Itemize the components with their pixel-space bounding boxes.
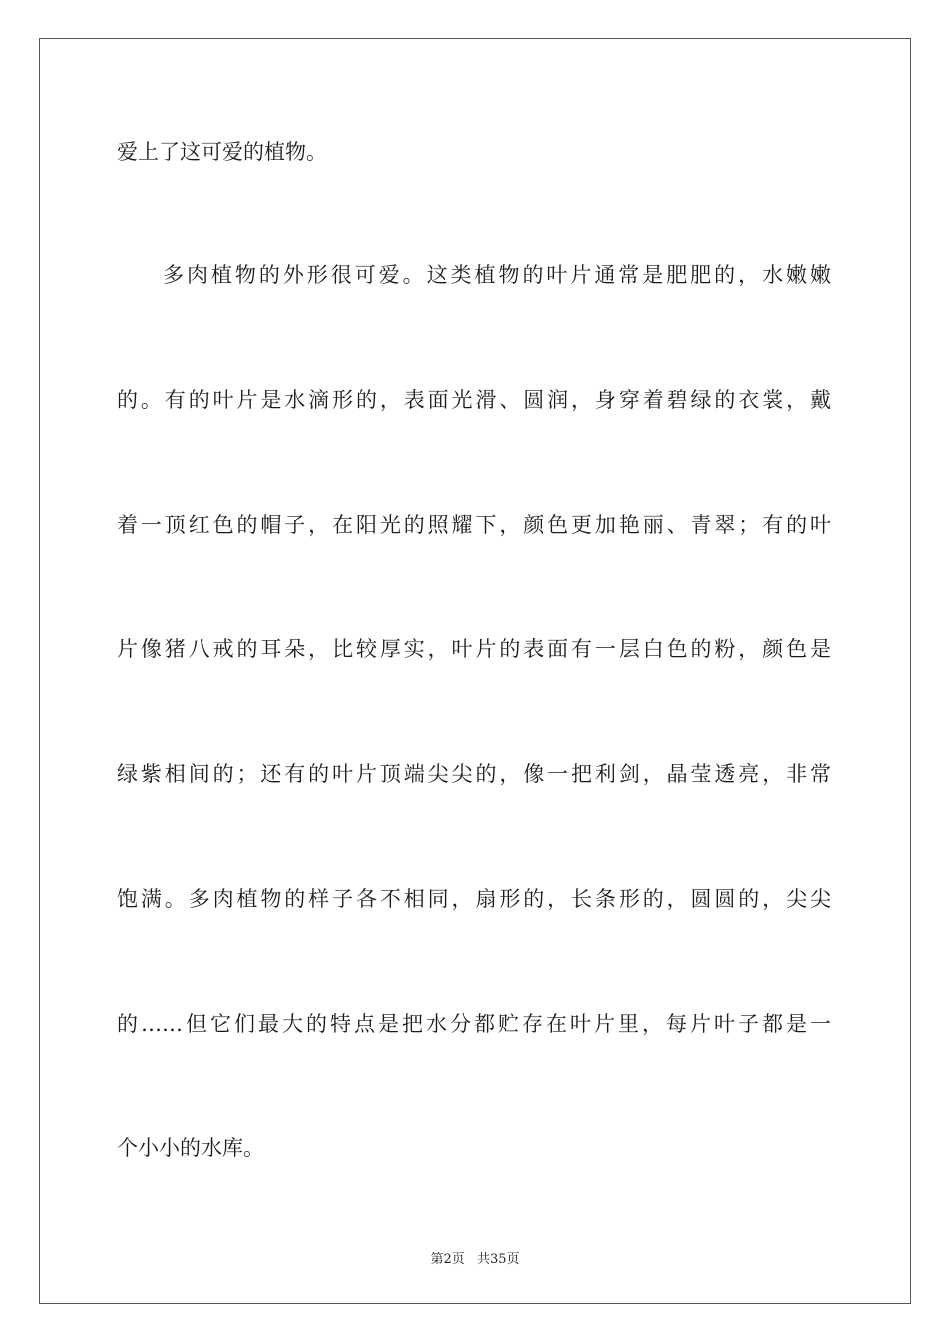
page-border	[39, 38, 911, 1304]
text-line-8: 的……但它们最大的特点是把水分都贮存在叶片里，每片叶子都是一	[117, 1012, 831, 1036]
text-line-5: 片像猪八戒的耳朵，比较厚实，叶片的表面有一层白色的粉，颜色是	[117, 637, 831, 661]
text-line-7: 饱满。多肉植物的样子各不相同，扇形的，长条形的，圆圆的，尖尖	[117, 887, 831, 911]
text-line-2: 多肉植物的外形很可爱。这类植物的叶片通常是肥肥的，水嫩嫩	[163, 263, 831, 287]
page-number: 第2页	[430, 1252, 465, 1267]
page-total: 共35页	[476, 1252, 520, 1267]
text-line-4: 着一顶红色的帽子，在阳光的照耀下，颜色更加艳丽、青翠；有的叶	[117, 513, 831, 537]
text-line-1: 爱上了这可爱的植物。	[117, 140, 327, 164]
text-line-3: 的。有的叶片是水滴形的，表面光滑、圆润，身穿着碧绿的衣裳，戴	[117, 388, 831, 412]
page-footer	[0, 1248, 950, 1267]
text-line-6: 绿紫相间的；还有的叶片顶端尖尖的，像一把利剑，晶莹透亮，非常	[117, 762, 831, 786]
text-line-9: 个小小的水库。	[117, 1136, 264, 1160]
